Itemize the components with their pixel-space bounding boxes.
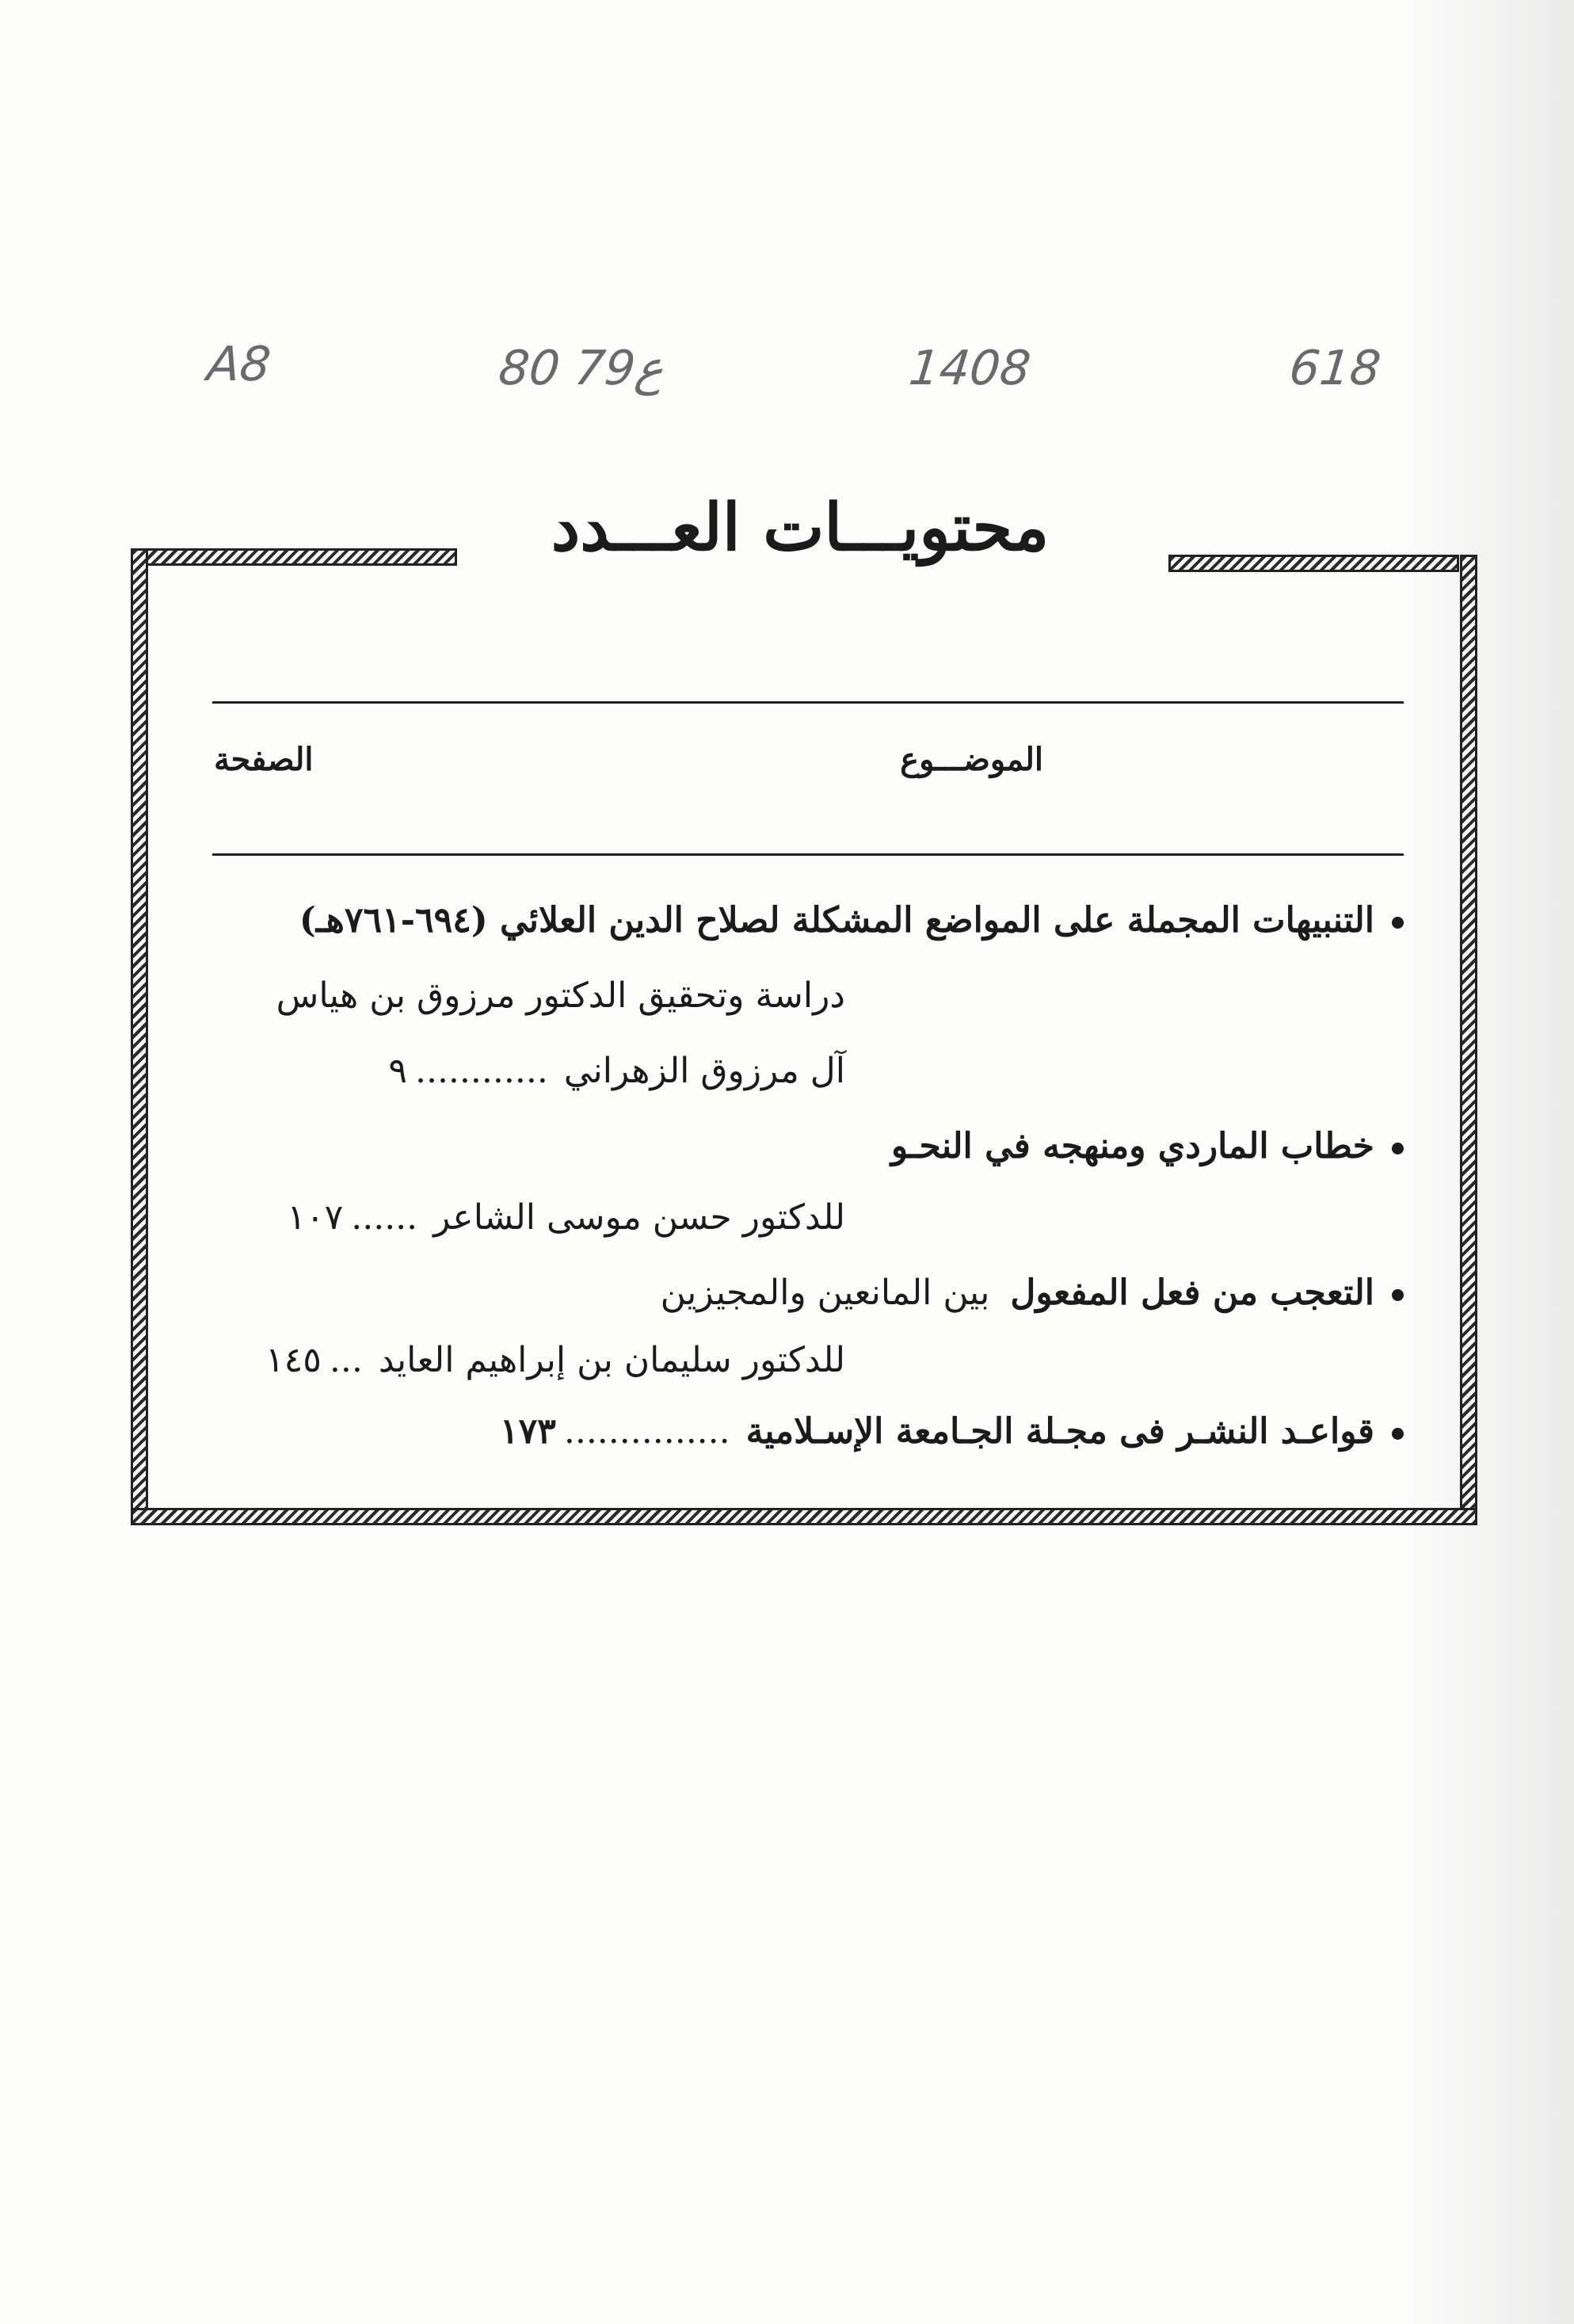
entry-4-title: قواعـد النشـر فى مجـلة الجـامعة الإسـلامية...............١٧٣ bbox=[500, 1414, 1404, 1449]
entry-2-page: ١٠٧ bbox=[287, 1197, 344, 1238]
entry-3-author: للدكتور سليمان بن إبراهيم العايد...١٤٥ bbox=[265, 1340, 845, 1380]
bullet-icon bbox=[1392, 917, 1404, 929]
entry-2-author: للدكتور حسن موسى الشاعر......١٠٧ bbox=[287, 1197, 845, 1238]
entry-1-page: ٩ bbox=[388, 1051, 407, 1091]
entry-4-page: ١٧٣ bbox=[499, 1411, 556, 1452]
frame-top-right bbox=[1168, 555, 1459, 572]
page-title: محتويـــات العـــدد bbox=[551, 490, 1050, 566]
bullet-icon bbox=[1392, 1428, 1404, 1440]
entry-3-page: ١٤٥ bbox=[265, 1340, 322, 1380]
entry-3-title: التعجب من فعل المفعولبين المانعين والمجيزين bbox=[661, 1276, 1404, 1311]
page-edge-shadow bbox=[1392, 0, 1574, 2324]
frame-right bbox=[1460, 555, 1477, 1523]
bullet-icon bbox=[1392, 1289, 1404, 1301]
entry-2-title: خطاب الماردي ومنهجه في النحـو bbox=[891, 1129, 1404, 1164]
frame-left bbox=[131, 548, 148, 1523]
frame-bottom bbox=[131, 1508, 1477, 1525]
entry-1-author-line-2: آل مرزوق الزهراني............٩ bbox=[388, 1051, 845, 1091]
entry-1-author-line-1: دراسة وتحقيق الدكتور مرزوق بن هياس bbox=[276, 975, 845, 1016]
frame-top-left bbox=[131, 548, 457, 566]
entry-1-title: التنبيهات المجملة على المواضع المشكلة لصلاح الدين العلائي (٦٩٤-٧٦١هـ) bbox=[299, 903, 1404, 938]
header-rule-bottom bbox=[212, 853, 1404, 856]
bullet-icon bbox=[1392, 1143, 1404, 1154]
handwritten-note-3: 1408 bbox=[906, 341, 1034, 396]
header-rule-top bbox=[212, 701, 1404, 704]
page-column-header: الصفحة bbox=[214, 741, 314, 778]
handwritten-note-2: ع79 80 bbox=[496, 341, 667, 396]
handwritten-note-4: 618 bbox=[1286, 341, 1384, 396]
handwritten-note-1: A8 bbox=[204, 337, 273, 392]
subject-column-header: الموضـــوع bbox=[900, 741, 1043, 778]
